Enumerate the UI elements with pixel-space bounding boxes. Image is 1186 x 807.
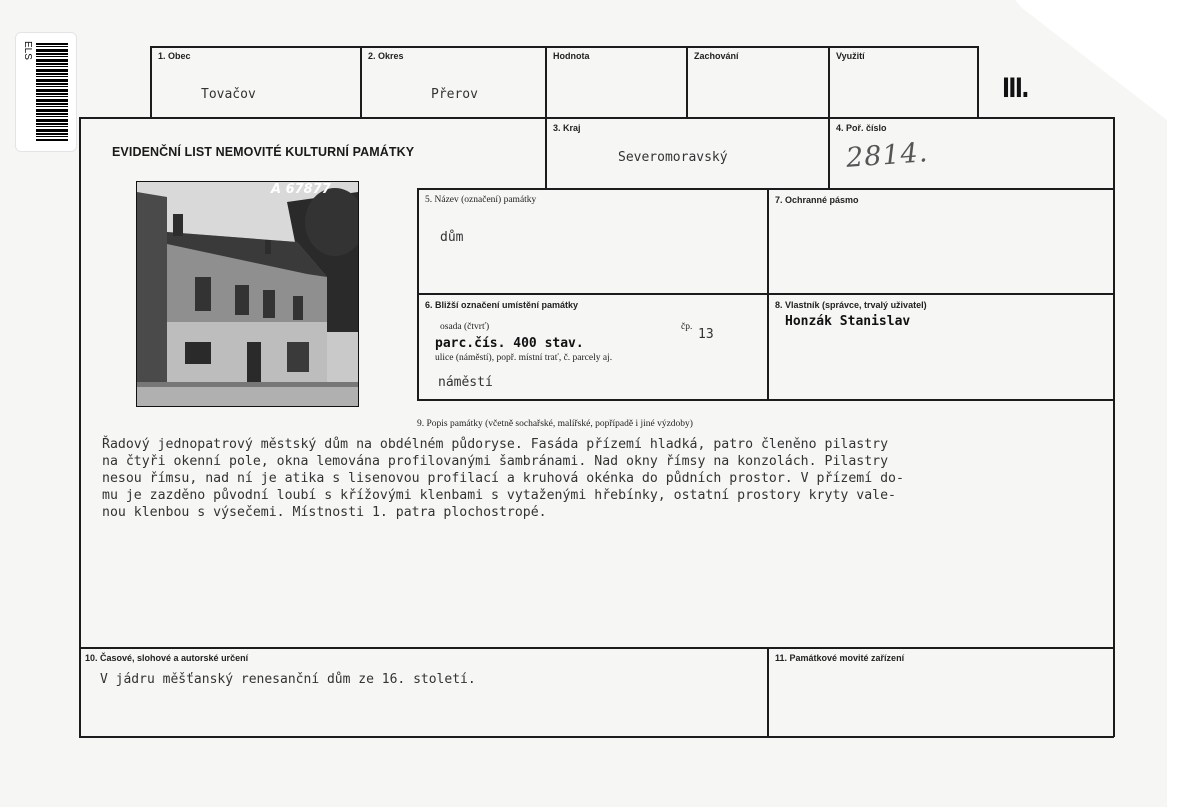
cp-label: čp. [681,322,693,332]
photo-caption: A 67877 [271,182,331,197]
rule [417,188,1114,190]
popis-line: na čtyři okenní pole, okna lemována profilovanými šambránami. Nad okny římsy na konzolách. Pilastry [102,454,889,469]
popis-line: nesou římsu, nad ní je atika s lisenovou profilací a kruhová okénka do půdních prostor. V přízemí do- [102,471,904,486]
rule [79,117,1114,119]
rule [417,399,1114,401]
vlastnik-value: Honzák Stanislav [785,314,911,329]
por-cislo-value: 2814. [845,137,930,174]
popis-line: nou klenbou s výsečemi. Místnosti 1. patra plochostropé. [102,505,547,520]
okres-label: 2. Okres [368,51,404,61]
nazev-value: dům [440,230,464,245]
por-cislo-label: 4. Poř. číslo [836,123,887,133]
rule [79,736,1114,738]
osada-label: osada (čtvrť) [440,322,490,332]
obec-value: Tovačov [201,87,256,102]
rule [360,46,362,117]
rule [150,46,979,48]
category-mark: III. [1002,73,1028,104]
popis-label: 9. Popis památky (včetně sochařské, malířské, popřípadě i jiné výzdoby) [417,419,693,429]
parcela-value: parc.čís. 400 stav. [435,336,584,351]
page-title: EVIDENČNÍ LIST NEMOVITÉ KULTURNÍ PAMÁTKY [112,145,415,159]
zachovani-label: Zachování [694,51,739,61]
urceni-label: 10. Časové, slohové a autorské určení [85,653,249,663]
obec-label: 1. Obec [158,51,191,61]
rule [79,647,1114,649]
kraj-value: Severomoravský [618,150,728,165]
building-photo [136,181,359,407]
rule [150,46,152,117]
ulice-label: ulice (náměstí), popř. místní trať, č. parcely aj. [435,353,613,363]
nazev-label: 5. Název (označení) památky [425,195,537,205]
ochranne-pasmo-label: 7. Ochranné pásmo [775,195,859,205]
barcode-sticker [16,33,76,151]
okres-value: Přerov [431,87,478,102]
popis-line: mu je zazděno původní loubí s křížovými klenbami s vytaženými hřebínky, ostatní prostory kryty vale- [102,488,896,503]
barcode-icon [36,43,68,141]
kraj-label: 3. Kraj [553,123,581,133]
rule [686,46,688,117]
rule [417,293,1114,295]
ulice-value: náměstí [438,375,493,390]
sticker-label: ELS [22,41,33,60]
vyuziti-label: Využití [836,51,865,61]
rule [1113,117,1115,737]
popis-line: Řadový jednopatrový městský dům na obdélném půdoryse. Fasáda přízemí hladká, patro členěno pilastry [102,437,889,452]
vlastnik-label: 8. Vlastník (správce, trvalý uživatel) [775,300,927,310]
urceni-value: V jádru měšťanský renesanční dům ze 16. století. [100,672,476,687]
cp-value: 13 [698,327,714,342]
rule [977,46,979,117]
rule [767,647,769,737]
rule [79,117,81,737]
popis-text [102,436,1107,521]
umisteni-label: 6. Bližší označení umístění památky [425,300,579,310]
hodnota-label: Hodnota [553,51,590,61]
zarizeni-label: 11. Památkové movité zařízení [775,653,905,663]
